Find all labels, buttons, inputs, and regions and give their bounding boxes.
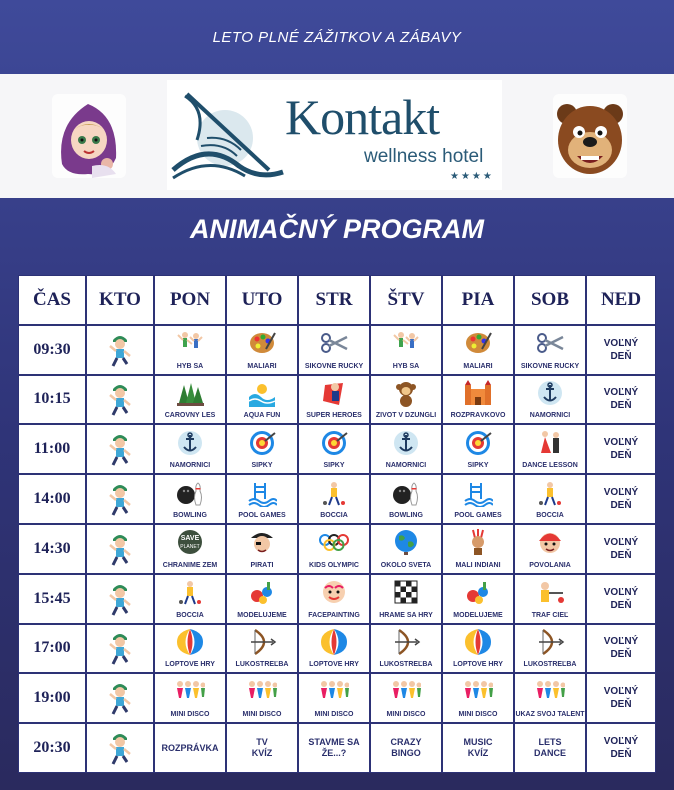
activity-stv <box>370 424 442 474</box>
water-icon <box>247 387 277 412</box>
table-row <box>18 375 656 425</box>
activity-ned <box>586 723 656 773</box>
animator-icon <box>86 723 154 773</box>
dancers-icon <box>535 437 565 462</box>
activity-pia <box>442 375 514 425</box>
time-cell: 20:30 <box>18 723 86 773</box>
activity-pia <box>442 424 514 474</box>
table-row <box>18 524 656 574</box>
hotel-logo <box>167 80 502 190</box>
activity-label: POOL GAMES <box>454 511 502 519</box>
face-paint-icon <box>319 586 349 611</box>
mini-disco-icon <box>319 686 349 711</box>
activity-label: MINI DISCO <box>314 711 354 719</box>
table-row <box>18 325 656 375</box>
activity-label: LOPTOVÉ HRY <box>165 661 215 669</box>
animator-icon <box>86 375 154 425</box>
activity-text: MUSIC KVÍZ <box>463 737 493 759</box>
svg-text:SAVE: SAVE <box>180 535 200 543</box>
indian-icon <box>463 536 493 561</box>
activity-label: BOCCIA <box>536 511 564 519</box>
activity-label: ŠÍPKY <box>323 462 345 470</box>
palette-icon <box>463 337 493 362</box>
activity-sob <box>514 424 586 474</box>
activity-label: LUKOSTREĽBA <box>235 661 289 669</box>
professions-icon <box>535 536 565 561</box>
table-row <box>18 574 656 624</box>
activity-stv <box>370 524 442 574</box>
activity-pia <box>442 723 514 773</box>
activity-sob <box>514 524 586 574</box>
activity-label: OKOLO SVETA <box>380 561 432 569</box>
activity-pia <box>442 624 514 674</box>
table-row <box>18 673 656 723</box>
scissors-icon <box>535 337 565 362</box>
free-day-label: VOĽNÝ DEŇ <box>603 387 639 412</box>
anchor-icon <box>535 387 565 412</box>
activity-uto <box>226 325 298 375</box>
activity-label: MINI DISCO <box>242 711 282 719</box>
anchor-icon <box>175 437 205 462</box>
activity-ned <box>586 524 656 574</box>
activity-pon <box>154 474 226 524</box>
activity-label: POVOLANIA <box>529 561 571 569</box>
activity-pon <box>154 574 226 624</box>
time-cell: 10:15 <box>18 375 86 425</box>
time-cell: 17:00 <box>18 624 86 674</box>
time-cell: 14:00 <box>18 474 86 524</box>
activity-ned <box>586 375 656 425</box>
kids-dance-icon <box>391 337 421 362</box>
activity-pon <box>154 524 226 574</box>
free-day-label: VOĽNÝ DEŇ <box>603 736 639 761</box>
activity-pon <box>154 424 226 474</box>
activity-stv <box>370 574 442 624</box>
activity-uto <box>226 673 298 723</box>
clay-icon <box>247 586 277 611</box>
activity-label: BOWLING <box>173 511 207 519</box>
header-str: STR <box>298 275 370 325</box>
header-uto: UTO <box>226 275 298 325</box>
header-stv: ŠTV <box>370 275 442 325</box>
kids-dance-icon <box>175 337 205 362</box>
logo-brand: Kontakt <box>285 89 440 145</box>
activity-label: MALÍ INDIÁNI <box>455 561 501 569</box>
tagline: LETO PLNÉ ZÁŽITKOV A ZÁBAVY <box>212 28 462 46</box>
activity-stv <box>370 624 442 674</box>
activity-label: HÝB SA <box>176 362 204 370</box>
header-pon: PON <box>154 275 226 325</box>
save-planet-icon <box>175 536 205 561</box>
activity-label: SUPER HEROES <box>306 412 362 420</box>
activity-ned <box>586 673 656 723</box>
activity-str <box>298 524 370 574</box>
header-sob: SOB <box>514 275 586 325</box>
bowling-icon <box>175 487 205 512</box>
banner <box>0 74 674 198</box>
activity-sob <box>514 375 586 425</box>
activity-label: TRAF CIEĽ <box>531 611 569 619</box>
program-table <box>18 275 656 773</box>
activity-label: DANCE LESSON <box>522 462 578 470</box>
activity-str <box>298 574 370 624</box>
activity-label: LUKOSTREĽBA <box>379 661 433 669</box>
activity-label: HÝB SA <box>392 362 420 370</box>
activity-label: NÁMORNÍCI <box>529 412 571 420</box>
activity-label: ČAROVNÝ LES <box>164 412 216 420</box>
activity-label: MINI DISCO <box>386 711 426 719</box>
activity-ned <box>586 574 656 624</box>
activity-uto <box>226 375 298 425</box>
activity-label: UKÁŽ SVOJ TALENT <box>515 711 585 719</box>
activity-sob <box>514 723 586 773</box>
activity-sob <box>514 574 586 624</box>
activity-stv <box>370 474 442 524</box>
activity-label: ŽIVOT V DŽUNGLI <box>375 412 437 420</box>
activity-label: LOPTOVÉ HRY <box>309 661 359 669</box>
bear-mascot-icon <box>553 94 627 178</box>
animator-icon <box>86 673 154 723</box>
free-day-label: VOĽNÝ DEŇ <box>603 686 639 711</box>
free-day-label: VOĽNÝ DEŇ <box>603 536 639 561</box>
activity-pia <box>442 524 514 574</box>
header-cas: ČAS <box>18 275 86 325</box>
bow-icon <box>391 636 421 661</box>
globe-icon <box>391 536 421 561</box>
activity-str <box>298 375 370 425</box>
activity-label: FACEPAINTING <box>308 611 360 619</box>
pool-icon <box>463 487 493 512</box>
boccia-icon <box>175 586 205 611</box>
activity-sob <box>514 624 586 674</box>
activity-uto <box>226 723 298 773</box>
activity-text: CRAZY BINGO <box>390 737 422 759</box>
activity-str <box>298 424 370 474</box>
bowling-icon <box>391 487 421 512</box>
pool-icon <box>247 487 277 512</box>
activity-text: STAVME SA ŽE...? <box>308 737 360 759</box>
masha-mascot-icon <box>52 94 126 178</box>
table-row <box>18 723 656 773</box>
activity-label: MALIARI <box>463 362 493 370</box>
activity-uto <box>226 624 298 674</box>
activity-label: PIRÁTI <box>250 561 274 569</box>
animator-icon <box>86 424 154 474</box>
olympic-rings-icon <box>319 536 349 561</box>
time-cell: 14:30 <box>18 524 86 574</box>
board-game-icon <box>391 586 421 611</box>
activity-str <box>298 474 370 524</box>
activity-label: LOPTOVÉ HRY <box>453 661 503 669</box>
animator-icon <box>86 325 154 375</box>
activity-label: MINI DISCO <box>170 711 210 719</box>
activity-label: LUKOSTREĽBA <box>523 661 577 669</box>
beach-ball-icon <box>463 636 493 661</box>
aim-icon <box>535 586 565 611</box>
svg-text:PLANET: PLANET <box>180 544 200 551</box>
table-row <box>18 624 656 674</box>
activity-label: ŠÍPKY <box>467 462 489 470</box>
activity-stv <box>370 375 442 425</box>
activity-stv <box>370 325 442 375</box>
logo-subtitle: wellness hotel <box>364 146 484 167</box>
activity-ned <box>586 325 656 375</box>
activity-label: BOCCIA <box>176 611 204 619</box>
time-cell: 09:30 <box>18 325 86 375</box>
activity-label: ŠIKOVNÉ RÚČKY <box>520 362 580 370</box>
activity-label: NÁMORNÍCI <box>169 462 211 470</box>
activity-ned <box>586 424 656 474</box>
scissors-icon <box>319 337 349 362</box>
superhero-icon <box>319 387 349 412</box>
activity-pon <box>154 723 226 773</box>
time-cell: 15:45 <box>18 574 86 624</box>
free-day-label: VOĽNÝ DEŇ <box>603 337 639 362</box>
target-icon <box>247 437 277 462</box>
activity-stv <box>370 723 442 773</box>
activity-label: CHRÁNIME ZEM <box>162 561 218 569</box>
target-icon <box>463 437 493 462</box>
header-kto: KTO <box>86 275 154 325</box>
activity-label: BOWLING <box>389 511 423 519</box>
activity-text: ROZPRÁVKA <box>161 742 219 753</box>
activity-label: POOL GAMES <box>238 511 286 519</box>
activity-label: MINI DISCO <box>458 711 498 719</box>
activity-uto <box>226 474 298 524</box>
activity-stv <box>370 673 442 723</box>
animator-icon <box>86 524 154 574</box>
activity-pia <box>442 474 514 524</box>
header-ned: NED <box>586 275 656 325</box>
castle-icon <box>463 387 493 412</box>
activity-text: TV KVÍZ <box>251 737 273 759</box>
mini-disco-icon <box>535 686 565 711</box>
activity-label: HRÁME SA HRY <box>379 611 433 619</box>
activity-uto <box>226 574 298 624</box>
clay-icon <box>463 586 493 611</box>
activity-label: NÁMORNÍCI <box>385 462 427 470</box>
mini-disco-icon <box>463 686 493 711</box>
activity-label: KIDS OLYMPIC <box>309 561 359 569</box>
table-row <box>18 474 656 524</box>
pirate-icon <box>247 536 277 561</box>
activity-ned <box>586 474 656 524</box>
activity-pon <box>154 673 226 723</box>
table-header-row <box>18 275 656 325</box>
activity-label: MODELUJEME <box>237 611 287 619</box>
target-icon <box>319 437 349 462</box>
animator-icon <box>86 624 154 674</box>
mini-disco-icon <box>175 686 205 711</box>
logo-stars: ★★★★ <box>450 171 494 182</box>
activity-str <box>298 723 370 773</box>
activity-label: AQUA FUN <box>243 412 281 420</box>
activity-pia <box>442 673 514 723</box>
bow-icon <box>247 636 277 661</box>
anchor-icon <box>391 437 421 462</box>
activity-str <box>298 624 370 674</box>
monkey-icon <box>391 387 421 412</box>
program-title: ANIMAČNÝ PROGRAM <box>190 214 484 244</box>
mini-disco-icon <box>247 686 277 711</box>
activity-sob <box>514 673 586 723</box>
beach-ball-icon <box>175 636 205 661</box>
mini-disco-icon <box>391 686 421 711</box>
animator-icon <box>86 474 154 524</box>
activity-text: LETS DANCE <box>533 737 566 759</box>
activity-pon <box>154 624 226 674</box>
header-pia: PIA <box>442 275 514 325</box>
activity-uto <box>226 524 298 574</box>
activity-uto <box>226 424 298 474</box>
time-cell: 19:00 <box>18 673 86 723</box>
activity-pia <box>442 574 514 624</box>
activity-label: BOCCIA <box>320 511 348 519</box>
beach-ball-icon <box>319 636 349 661</box>
palette-icon <box>247 337 277 362</box>
activity-pon <box>154 375 226 425</box>
activity-pia <box>442 325 514 375</box>
activity-str <box>298 673 370 723</box>
activity-sob <box>514 474 586 524</box>
forest-icon <box>175 387 205 412</box>
activity-ned <box>586 624 656 674</box>
bow-icon <box>535 636 565 661</box>
activity-label: MALIARI <box>247 362 277 370</box>
time-cell: 11:00 <box>18 424 86 474</box>
table-row <box>18 424 656 474</box>
boccia-icon <box>535 487 565 512</box>
activity-label: ŠÍPKY <box>251 462 273 470</box>
free-day-label: VOĽNÝ DEŇ <box>603 636 639 661</box>
activity-label: ŠIKOVNÉ RÚČKY <box>304 362 364 370</box>
activity-label: MODELUJEME <box>453 611 503 619</box>
activity-str <box>298 325 370 375</box>
free-day-label: VOĽNÝ DEŇ <box>603 487 639 512</box>
free-day-label: VOĽNÝ DEŇ <box>603 586 639 611</box>
boccia-icon <box>319 487 349 512</box>
free-day-label: VOĽNÝ DEŇ <box>603 437 639 462</box>
activity-label: ROZPRÁVKOVO <box>450 412 506 420</box>
activity-pon <box>154 325 226 375</box>
animator-icon <box>86 574 154 624</box>
activity-sob <box>514 325 586 375</box>
